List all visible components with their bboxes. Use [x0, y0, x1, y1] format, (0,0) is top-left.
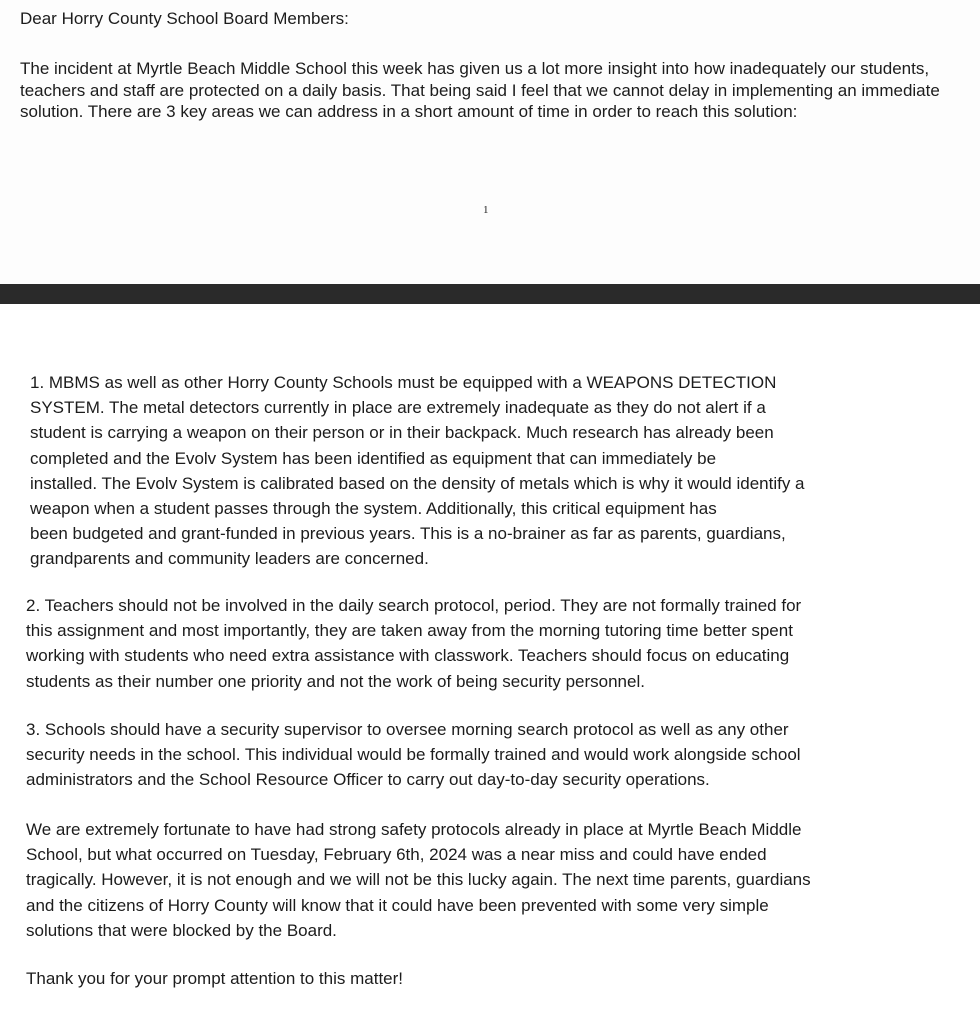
list-item-weapons-detection: 1. MBMS as well as other Horry County Schools must be equipped with a WEAPONS DETECTION SYSTEM. The metal detectors currently in place are extremely inadequate as they do not alert if a student is carrying a weapon on their person or in their backpack. Much research has already been completed and the Evolv System has been identified as equipment that can immediately be installed. The Evolv System is calibrated based on the density of metals which is why it would identify a weapon when a student passes through the system. Additionally, this critical equipment has been budgeted and grant-funded in previous years. This is a no-brainer as far as parents, guardians, grandparents and community leaders are concerned.: [30, 373, 805, 569]
list-item-security-supervisor: 3. Schools should have a security supervisor to oversee morning search protocol as well as any other security needs in the school. This individual would be formally trained and would work alongside school administrators and the School Resource Officer to carry out day-to-day security operations.: [26, 720, 801, 790]
page-number: 1: [483, 204, 489, 216]
signoff: Thank you for your prompt attention to this matter!: [26, 969, 404, 988]
letter-page-1: [0, 0, 980, 284]
closing-paragraph: We are extremely fortunate to have had strong safety protocols already in place at Myrtle Beach Middle School, but what occurred on Tuesday, February 6th, 2024 was a near miss and could have ended tragically. However, it is not enough and we will not be this lucky again. The next time parents, guardians and the citizens of Horry County will know that it could have been prevented with some very simple solutions that were blocked by the Board.: [26, 820, 811, 940]
list-item-teachers-search: 2. Teachers should not be involved in the daily search protocol, period. They are not formally trained for this assignment and most importantly, they are taken away from the morning tutoring time better spent working with students who need extra assistance with classwork. Teachers should focus on educating students as their number one priority and not the work of being security personnel.: [26, 596, 802, 691]
letter-page-2: [0, 304, 980, 1010]
intro-paragraph: The incident at Myrtle Beach Middle School this week has given us a lot more insight into how inadequately our students, teachers and staff are protected on a daily basis. That being said I feel that we cannot delay in implementing an immediate solution. There are 3 key areas we can address in a short amount of time in order to reach this solution:: [20, 59, 940, 121]
page-separator: [0, 284, 980, 304]
salutation: Dear Horry County School Board Members:: [20, 9, 349, 28]
